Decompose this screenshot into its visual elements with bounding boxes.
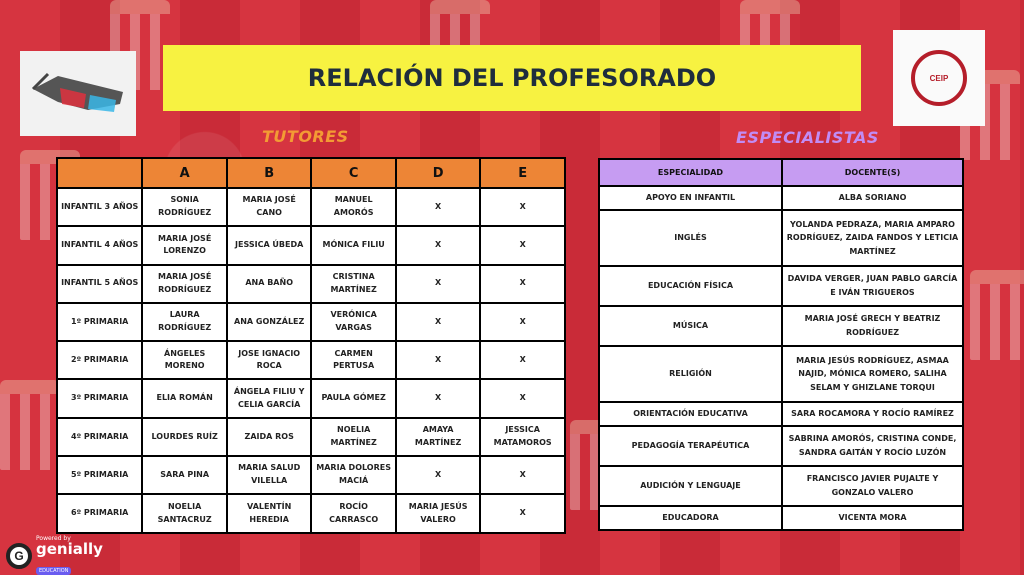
table-cell: ROCÍO CARRASCO xyxy=(311,494,395,532)
table-cell: X xyxy=(480,303,565,341)
table-cell: X xyxy=(480,341,565,379)
header-cell: ESPECIALIDAD xyxy=(599,159,782,186)
teacher-cell: FRANCISCO JAVIER PUJALTE Y GONZALO VALERO xyxy=(782,466,963,506)
title-banner xyxy=(163,45,861,111)
page-title: RELACIÓN DEL PROFESORADO xyxy=(307,64,717,92)
row-label: 3º PRIMARIA xyxy=(57,379,142,417)
specialty-cell: ORIENTACIÓN EDUCATIVA xyxy=(599,402,782,426)
especialistas-header-row xyxy=(599,159,963,186)
table-cell: VERÓNICA VARGAS xyxy=(311,303,395,341)
table-cell: X xyxy=(396,303,480,341)
table-cell: ÁNGELES MORENO xyxy=(142,341,227,379)
tutores-header-row xyxy=(57,158,565,188)
table-cell: ANA BAÑO xyxy=(227,265,311,303)
row-label: INFANTIL 3 AÑOS xyxy=(57,188,142,226)
specialty-cell: INGLÉS xyxy=(599,210,782,266)
table-row xyxy=(599,346,963,402)
table-cell: X xyxy=(396,265,480,303)
table-row xyxy=(599,426,963,466)
teacher-cell: VICENTA MORA xyxy=(782,506,963,530)
row-label: 4º PRIMARIA xyxy=(57,418,142,456)
table-cell: X xyxy=(396,188,480,226)
table-cell: MARIA JESÚS VALERO xyxy=(396,494,480,532)
table-cell: NOELIA SANTACRUZ xyxy=(142,494,227,532)
header-cell: D xyxy=(396,158,480,188)
teacher-cell: YOLANDA PEDRAZA, MARIA AMPARO RODRÍGUEZ, ZAIDA FANDOS Y LETICIA MARTÍNEZ xyxy=(782,210,963,266)
especialistas-table xyxy=(598,158,964,531)
table-row xyxy=(599,466,963,506)
table-cell: MARIA JOSÉ RODRÍGUEZ xyxy=(142,265,227,303)
teacher-cell: DAVIDA VERGER, JUAN PABLO GARCÍA E IVÁN TRIGUEROS xyxy=(782,266,963,306)
brand-name: genially xyxy=(36,540,103,558)
table-cell: X xyxy=(480,379,565,417)
row-label: 2º PRIMARIA xyxy=(57,341,142,379)
table-row xyxy=(599,306,963,346)
tutores-label: TUTORES xyxy=(262,127,349,146)
table-cell: PAULA GÓMEZ xyxy=(311,379,395,417)
table-cell: CRISTINA MARTÍNEZ xyxy=(311,265,395,303)
table-row xyxy=(599,210,963,266)
table-cell: X xyxy=(396,226,480,264)
teacher-cell: SARA ROCAMORA Y ROCÍO RAMÍREZ xyxy=(782,402,963,426)
header-cell: A xyxy=(142,158,227,188)
table-cell: VALENTÍN HEREDIA xyxy=(227,494,311,532)
specialty-cell: AUDICIÓN Y LENGUAJE xyxy=(599,466,782,506)
row-label: 6º PRIMARIA xyxy=(57,494,142,532)
table-cell: LAURA RODRÍGUEZ xyxy=(142,303,227,341)
table-cell: JOSE IGNACIO ROCA xyxy=(227,341,311,379)
table-cell: X xyxy=(396,341,480,379)
table-row xyxy=(57,188,565,226)
3d-glasses-icon xyxy=(20,51,136,136)
popcorn-decoration xyxy=(970,270,1024,360)
table-row xyxy=(57,226,565,264)
teacher-cell: ALBA SORIANO xyxy=(782,186,963,210)
table-cell: MARIA JOSÉ LORENZO xyxy=(142,226,227,264)
table-cell: ZAIDA ROS xyxy=(227,418,311,456)
table-cell: MARIA DOLORES MACIÁ xyxy=(311,456,395,494)
teacher-cell: SABRINA AMORÓS, CRISTINA CONDE, SANDRA GAITÁN Y ROCÍO LUZÓN xyxy=(782,426,963,466)
specialty-cell: APOYO EN INFANTIL xyxy=(599,186,782,210)
table-cell: ELIA ROMÁN xyxy=(142,379,227,417)
table-row xyxy=(57,418,565,456)
table-cell: MARIA SALUD VILELLA xyxy=(227,456,311,494)
header-cell: E xyxy=(480,158,565,188)
table-row xyxy=(599,402,963,426)
row-label: INFANTIL 5 AÑOS xyxy=(57,265,142,303)
table-cell: CARMEN PERTUSA xyxy=(311,341,395,379)
powered-by-label: Powered by xyxy=(36,535,71,542)
table-cell: MARIA JOSÉ CANO xyxy=(227,188,311,226)
specialty-cell: EDUCADORA xyxy=(599,506,782,530)
table-cell: JESSICA MATAMOROS xyxy=(480,418,565,456)
table-row xyxy=(57,265,565,303)
table-cell: AMAYA MARTÍNEZ xyxy=(396,418,480,456)
table-row xyxy=(57,494,565,532)
specialty-cell: EDUCACIÓN FÍSICA xyxy=(599,266,782,306)
table-row xyxy=(57,303,565,341)
table-row xyxy=(599,186,963,210)
specialty-cell: PEDAGOGÍA TERAPÉUTICA xyxy=(599,426,782,466)
genially-badge[interactable] xyxy=(6,535,103,575)
table-row xyxy=(599,266,963,306)
table-cell: X xyxy=(480,226,565,264)
table-row xyxy=(57,341,565,379)
table-row xyxy=(57,379,565,417)
table-cell: ÁNGELA FILIU Y CELIA GARCÍA xyxy=(227,379,311,417)
tutores-table xyxy=(56,157,566,534)
header-cell: B xyxy=(227,158,311,188)
table-cell: SARA PINA xyxy=(142,456,227,494)
genially-logo-icon: G xyxy=(6,543,32,569)
header-cell: C xyxy=(311,158,395,188)
table-cell: X xyxy=(396,456,480,494)
table-cell: X xyxy=(396,379,480,417)
specialty-cell: RELIGIÓN xyxy=(599,346,782,402)
table-cell: SONIA RODRÍGUEZ xyxy=(142,188,227,226)
specialty-cell: MÚSICA xyxy=(599,306,782,346)
teacher-cell: MARIA JESÚS RODRÍGUEZ, ASMAA NAJID, MÓNICA ROMERO, SALIHA SELAM Y GHIZLANE TORQUI xyxy=(782,346,963,402)
table-cell: LOURDES RUÍZ xyxy=(142,418,227,456)
table-row xyxy=(599,506,963,530)
table-row xyxy=(57,456,565,494)
row-label: 5º PRIMARIA xyxy=(57,456,142,494)
table-cell: X xyxy=(480,456,565,494)
table-cell: MANUEL AMORÓS xyxy=(311,188,395,226)
table-cell: X xyxy=(480,188,565,226)
school-logo-icon: CEIP xyxy=(893,30,985,126)
table-cell: MÓNICA FILIU xyxy=(311,226,395,264)
table-cell: X xyxy=(480,494,565,532)
header-cell xyxy=(57,158,142,188)
row-label: 1º PRIMARIA xyxy=(57,303,142,341)
table-cell: ANA GONZÁLEZ xyxy=(227,303,311,341)
teacher-cell: MARIA JOSÉ GRECH Y BEATRIZ RODRÍGUEZ xyxy=(782,306,963,346)
header-cell: DOCENTE(S) xyxy=(782,159,963,186)
table-cell: JESSICA ÚBEDA xyxy=(227,226,311,264)
table-cell: NOELIA MARTÍNEZ xyxy=(311,418,395,456)
edition-badge: EDUCATION xyxy=(36,567,71,575)
especialistas-label: ESPECIALISTAS xyxy=(736,128,879,147)
table-cell: X xyxy=(480,265,565,303)
popcorn-decoration xyxy=(0,380,60,470)
row-label: INFANTIL 4 AÑOS xyxy=(57,226,142,264)
